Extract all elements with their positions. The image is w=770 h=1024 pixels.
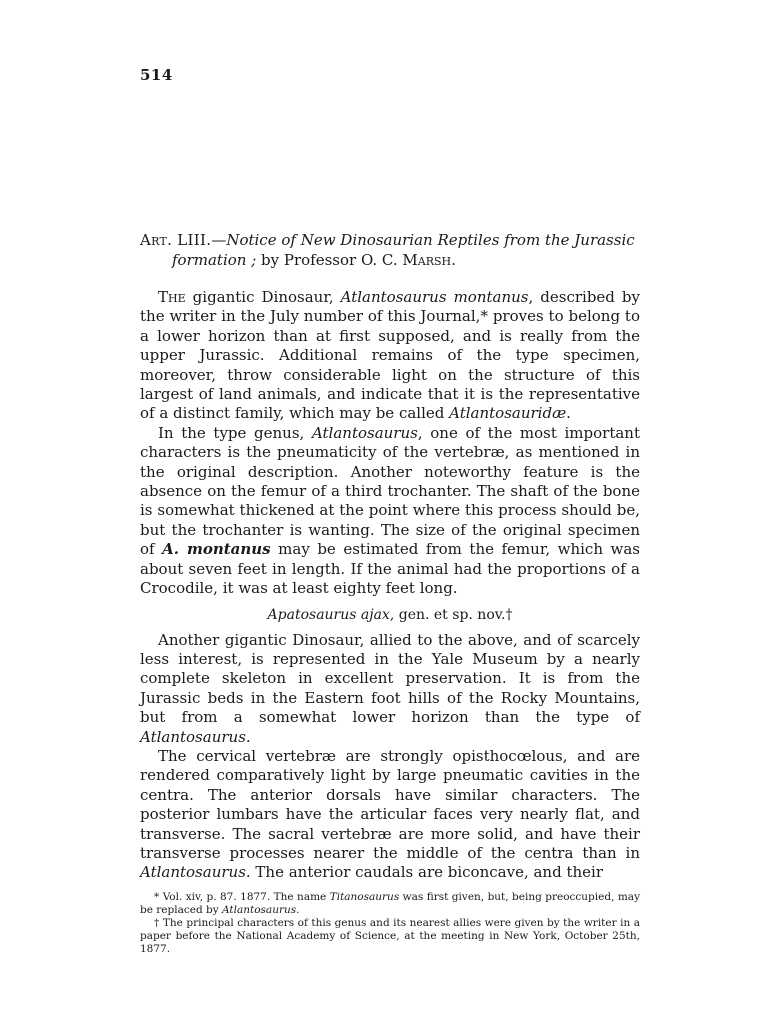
paragraph-p1: [140, 288, 640, 424]
text-segment: .: [566, 404, 571, 423]
text-segment: Atlantosaurus: [140, 727, 246, 746]
text-segment: Atlantosaurus: [140, 863, 246, 882]
section-heading: [140, 605, 640, 625]
paragraph-p4: [140, 747, 640, 883]
text-segment: The: [158, 288, 186, 306]
text-segment: Atlantosauridæ: [449, 404, 567, 423]
text-segment: The cervical vertebræ are strongly opisthocœlous, and are rendered comparatively light by large pneumatic cavities in the centra. The anterior dorsals have similar characters. The posterior lumbars have the articular faces very nearly flat, and transverse. The sacral vertebræ are more solid, and have their transverse processes nearer the middle of the centra than in: [140, 746, 640, 862]
paragraph-p3: [140, 631, 640, 747]
text-segment: Titanosaurus: [329, 890, 400, 903]
title-notice-line1: Notice of New Dinosaurian Reptiles from the Jurassic: [226, 231, 635, 249]
text-segment: gigantic Dinosaur,: [185, 288, 341, 306]
text-segment: , described by the writer in the July number of this Journal,* proves to belong to a lower horizon than at first supposed, and is really from the upper Jurassic. Additional remains of the type specimen, moreover, throw considerable light on the structure of this largest of land animals, and indicate that it is the representative of a distinct family, which may be called: [140, 288, 641, 423]
text-segment: , gen. et sp. nov.†: [389, 606, 513, 623]
text-segment: . The anterior caudals are biconcave, and their: [245, 863, 603, 882]
author-name: Marsh.: [402, 251, 456, 269]
text-segment: A. montanus: [162, 540, 271, 559]
page-number: 514: [140, 66, 173, 84]
text-segment: Atlantosaurus: [222, 903, 297, 916]
title-notice-line2: formation ;: [172, 251, 257, 269]
text-segment: Atlantosaurus: [311, 423, 418, 442]
text-segment: .: [245, 727, 251, 746]
title-by: by Professor O. C.: [256, 251, 403, 269]
article-body: [140, 230, 640, 956]
text-segment: † The principal characters of this genus and its nearest allies were given by the writer in a paper before the National Academy of Science, at the meeting in New York, October 25th, 1877.: [140, 916, 640, 955]
title-line2: [140, 250, 640, 270]
text-segment: was first given, but, being preoccupied, may be replaced by: [140, 890, 641, 916]
footnotes: [140, 891, 640, 956]
text-segment: Another gigantic Dinosaur, allied to the above, and of scarcely less interest, is represented in the Yale Museum by a nearly complete skeleton in excellent preservation. It is from the Jurassic beds in the Eastern foot hills of the Rocky Mountains, but from a somewhat lower horizon than the type of: [140, 630, 640, 727]
footnote-fn2: [140, 917, 640, 956]
article-title: [140, 230, 640, 270]
text-segment: may be estimated from the femur, which was about seven feet in length. If the animal had the proportions of a Crocodile, it was at least eighty feet long.: [140, 540, 640, 598]
text-segment: In the type genus,: [158, 423, 312, 442]
text-segment: * Vol. xiv, p. 87. 1877. The name: [154, 890, 330, 903]
paragraphs: [140, 288, 640, 883]
text-segment: Apatosaurus ajax: [267, 606, 390, 623]
paragraph-p2: [140, 424, 640, 599]
footnote-fn1: [140, 891, 640, 917]
article-number: Art. LIII.: [140, 231, 212, 249]
text-segment: .: [296, 903, 300, 916]
title-dash: —: [211, 231, 227, 249]
text-segment: Atlantosaurus montanus: [340, 288, 529, 306]
text-segment: , one of the most important characters is the pneumaticity of the vertebræ, as mentioned in the original description. Another noteworthy feature is the absence on the femur of a third trochanter. The shaft of the bone is somewhat thickened at the point where this process should be, but the trochanter is wanting. The size of the original specimen of: [140, 423, 640, 559]
